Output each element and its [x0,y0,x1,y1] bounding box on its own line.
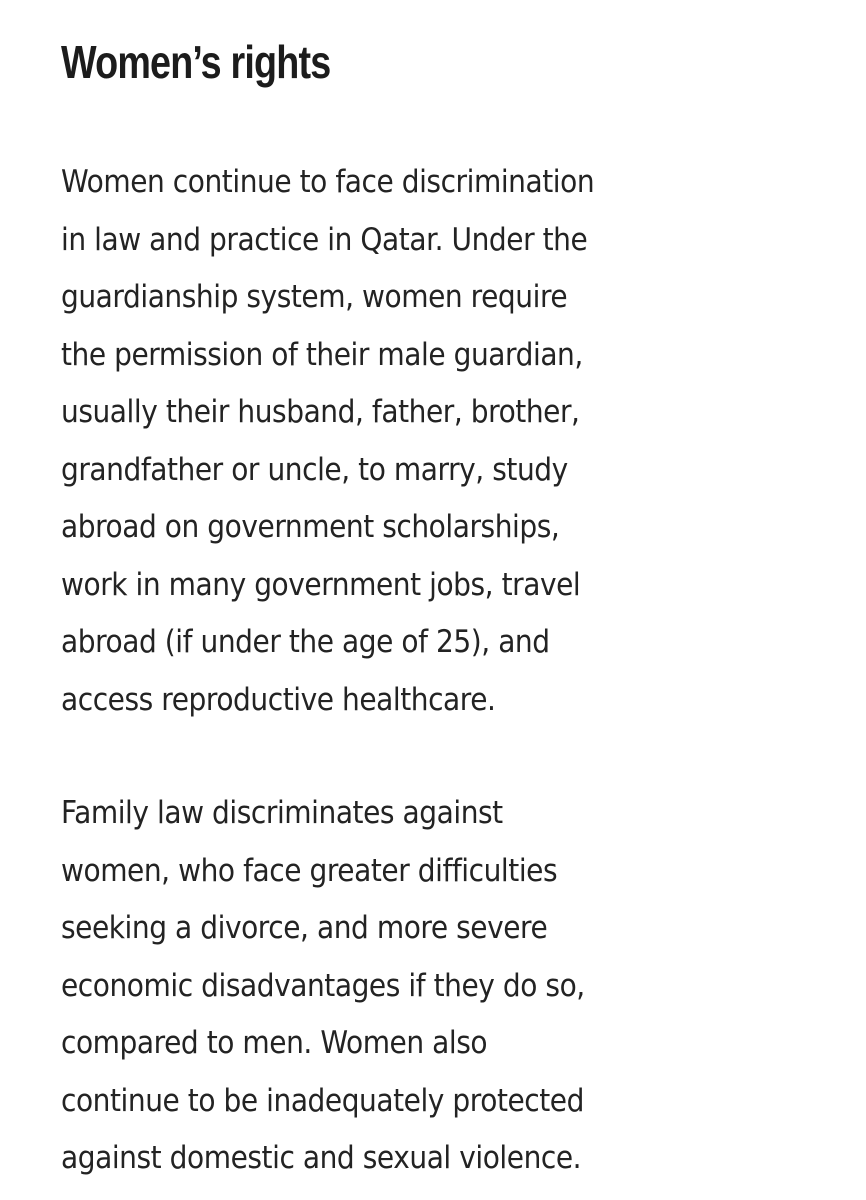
paragraph-line: in law and practice in Qatar. Under the [61,221,588,258]
paragraph-line: usually their husband, father, brother, [61,394,580,430]
paragraph-line: work in many government jobs, travel [61,566,581,603]
paragraph-guardianship [61,154,755,729]
paragraph-line: abroad on government scholarships, [61,509,560,545]
paragraph-family-law [61,785,755,1188]
paragraph-line: abroad (if under the age of 25), and [61,624,550,660]
paragraph-line: Family law discriminates against [61,795,503,831]
article-section [61,20,841,1188]
paragraph-line: economic disadvantages if they do so, [61,967,585,1004]
paragraph-line: access reproductive healthcare. [61,681,496,718]
paragraph-line: compared to men. Women also [61,1025,488,1061]
section-heading: Women’s rights [61,36,331,88]
paragraph-line: the permission of their male guardian, [61,336,583,373]
paragraph-line: against domestic and sexual violence. [61,1140,582,1176]
paragraph-line: grandfather or uncle, to marry, study [61,451,568,488]
paragraph-line: seeking a divorce, and more severe [61,910,548,946]
paragraph-line: guardianship system, women require [61,279,568,315]
paragraph-line: women, who face greater difficulties [61,852,558,889]
paragraph-line: Women continue to face discrimination [61,164,595,200]
paragraph-line: continue to be inadequately protected [61,1082,584,1119]
